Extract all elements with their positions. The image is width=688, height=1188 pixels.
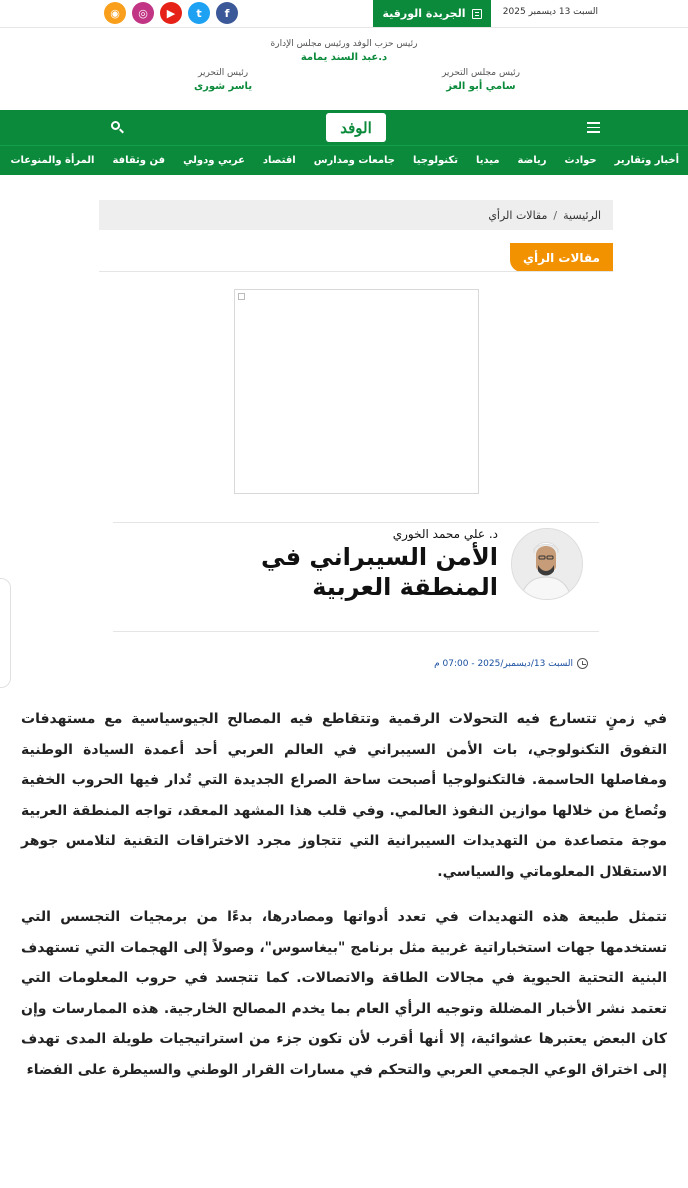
main-header xyxy=(0,110,688,145)
youtube-icon[interactable]: ▶ xyxy=(160,2,182,24)
category-nav xyxy=(0,145,688,175)
breadcrumb-current[interactable]: مقالات الرأي xyxy=(488,208,548,222)
top-bar xyxy=(0,0,688,28)
nav-item-economy[interactable]: اقتصاد xyxy=(262,155,296,166)
chairman-label: رئيس حزب الوفد ورئيس مجلس الإدارة xyxy=(270,39,418,49)
side-drawer-handle[interactable] xyxy=(0,578,11,688)
ad-placeholder[interactable] xyxy=(234,289,479,494)
rss-icon[interactable]: ◉ xyxy=(104,2,126,24)
board-editor-block xyxy=(442,67,520,93)
site-logo[interactable]: الوفد xyxy=(326,113,386,142)
twitter-icon[interactable]: t xyxy=(188,2,210,24)
nav-item-world[interactable]: عربي ودولي xyxy=(183,155,245,166)
nav-item-culture[interactable]: فن وثقافة xyxy=(112,155,166,166)
article-paragraph: في زمنٍ تتسارع فيه التحولات الرقمية وتتقاطع فيه المصالح الجيوسياسية مع مستهدفات التفوق التكنولوجي، بات الأمن السيبراني في العالم العربي أحد أعمدة السيادة الوطنية ومفاصلها الحاسمة. فالتكنولوجيا أصبحت ساحة الصراع الجديدة التي تُدار فيها الحروب الخفية وتُصاغ من خلالها موازين النفوذ العالمي. وفي قلب هذا المشهد المعقد، تواجه المنطقة العربية موجة متصاعدة من التهديدات السيبرانية التي تتجاوز مجرد الاختراقات التقنية لتلامس جوهر الاستقلال المعلوماتي والسياسي. xyxy=(21,711,667,880)
facebook-icon[interactable]: f xyxy=(216,2,238,24)
editor-name: ياسر شورى xyxy=(194,81,253,92)
nav-item-accidents[interactable]: حوادث xyxy=(564,155,597,166)
print-edition-button[interactable] xyxy=(373,0,491,27)
nav-item-sports[interactable]: رياضة xyxy=(517,155,547,166)
nav-item-universities[interactable]: جامعات ومدارس xyxy=(313,155,395,166)
newspaper-icon xyxy=(472,9,482,19)
nav-item-women[interactable]: المرأة والمنوعات xyxy=(10,155,95,166)
search-icon[interactable] xyxy=(111,121,124,134)
author-avatar[interactable] xyxy=(511,528,583,600)
nav-item-media[interactable]: ميديا xyxy=(475,155,500,166)
divider xyxy=(113,522,599,523)
social-links xyxy=(104,2,238,24)
instagram-icon[interactable]: ◎ xyxy=(132,2,154,24)
article-paragraph: تتمثل طبيعة هذه التهديدات في تعدد أدواتها ومصادرها، بدءًا من برمجيات التجسس التي تستخدمها جهات استخباراتية غربية مثل برنامج "بيغاسوس"، وصولاً إلى الهجمات التي تستهدف البنية التحتية الحيوية في مجالات الطاقة والاتصالات. كما تتجسد في حروب المعلومات التي تعتمد نشر الأخبار المضللة وتوجيه الرأي العام بما يخدم المصالح الخارجية. هذه الممارسات وإن كان البعض يعتبرها عشوائية، إلا أنها أقرب لأن تكون جزء من استراتيجيات طويلة المدى تهدف إلى اختراق الوعي الجمعي العربي والتحكم في مسارات القرار الوطني والسيطرة على الفضاء xyxy=(21,909,667,1078)
board-editor-label: رئيس مجلس التحرير xyxy=(441,68,520,78)
nav-item-technology[interactable]: تكنولوجيا xyxy=(412,155,458,166)
article-date xyxy=(434,658,588,669)
breadcrumb-home[interactable]: الرئيسية xyxy=(563,208,601,222)
editor-block xyxy=(194,67,252,93)
article-date-text: السبت 13/ديسمبر/2025 - 07:00 م xyxy=(434,658,573,669)
author-name[interactable]: د. علي محمد الخوري xyxy=(392,527,498,541)
board-editor-name: سامي أبو العز xyxy=(446,81,516,92)
hamburger-menu-icon[interactable] xyxy=(587,122,600,132)
nav-item-news[interactable]: أخبار وتقارير xyxy=(614,155,679,166)
print-edition-label: الجريدة الورقية xyxy=(382,7,466,20)
current-date: السبت 13 ديسمبر 2025 xyxy=(502,7,598,17)
broken-image-icon xyxy=(238,293,245,300)
breadcrumb-separator: / xyxy=(553,208,558,222)
chairman-name: د.عبد السند يمامة xyxy=(300,52,388,63)
divider xyxy=(113,631,599,632)
chairman-block xyxy=(0,38,688,64)
article-title: الأمن السيبراني في المنطقة العربية xyxy=(261,543,498,601)
masthead xyxy=(0,28,688,108)
section-tag[interactable]: مقالات الرأي xyxy=(510,243,613,272)
clock-icon xyxy=(577,658,588,669)
section-divider xyxy=(99,271,613,272)
article-body xyxy=(21,704,667,1100)
editor-label: رئيس التحرير xyxy=(197,68,249,78)
breadcrumb xyxy=(99,200,613,230)
